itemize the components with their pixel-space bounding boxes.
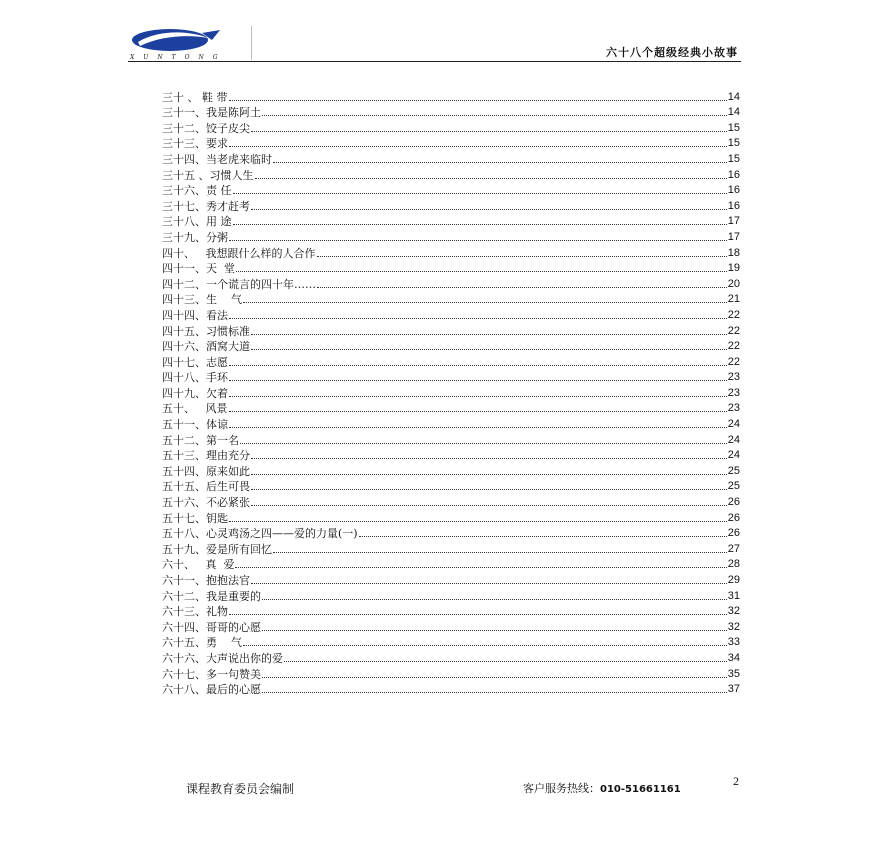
- toc-entry[interactable]: [162, 587, 740, 603]
- toc-leader-dots: [243, 645, 727, 646]
- toc-entry-title: 四十九、欠着: [162, 386, 228, 400]
- toc-entry[interactable]: [162, 478, 740, 494]
- toc-entry[interactable]: [162, 213, 740, 229]
- toc-entry-page: 23: [727, 371, 740, 384]
- toc-entry-page: 14: [727, 106, 740, 119]
- toc-entry-page: 22: [727, 355, 740, 368]
- toc-leader-dots: [251, 474, 727, 475]
- toc-entry-title: 三十 、 鞋 带: [162, 90, 228, 104]
- toc-entry-page: 17: [727, 215, 740, 228]
- toc-entry-title: 四十四、看法: [162, 308, 228, 322]
- hotline-label: 客户服务热线：: [523, 782, 600, 795]
- toc-entry-page: 25: [727, 464, 740, 477]
- toc-entry-title: 五十、 风景: [162, 402, 228, 416]
- toc-entry[interactable]: [162, 618, 740, 634]
- toc-entry-title: 四十、 我想跟什么样的人合作: [162, 246, 316, 260]
- toc-entry-title: 三十九、分粥: [162, 230, 228, 244]
- toc-entry[interactable]: [162, 384, 740, 400]
- toc-leader-dots: [284, 661, 727, 662]
- toc-leader-dots: [262, 692, 727, 693]
- logo-swoosh-icon: [128, 24, 228, 54]
- toc-entry-title: 四十三、生 气: [162, 293, 242, 307]
- toc-entry[interactable]: [162, 447, 740, 463]
- toc-entry-title: 三十一、我是陈阿土: [162, 106, 261, 120]
- toc-leader-dots: [262, 115, 727, 116]
- toc-entry-page: 22: [727, 308, 740, 321]
- hotline-number: 010-51661161: [600, 784, 681, 795]
- toc-leader-dots: [255, 178, 727, 179]
- toc-entry-page: 35: [727, 667, 740, 680]
- table-of-contents: [162, 88, 740, 696]
- toc-entry-title: 四十五、习惯标准: [162, 324, 250, 338]
- logo-text: XUNTONG: [130, 54, 227, 61]
- toc-entry[interactable]: [162, 634, 740, 650]
- toc-entry-title: 六十一、抱抱法官: [162, 574, 250, 587]
- toc-entry-title: 五十六、不必紧张: [162, 496, 250, 510]
- toc-entry-page: 16: [727, 168, 740, 181]
- toc-entry-title: 三十八、用 途: [162, 215, 232, 229]
- toc-entry-title: 六十二、我是重要的: [162, 589, 261, 603]
- toc-entry[interactable]: [162, 369, 740, 385]
- toc-entry-page: 15: [727, 137, 740, 150]
- toc-entry[interactable]: [162, 649, 740, 665]
- toc-leader-dots: [229, 380, 727, 381]
- toc-entry[interactable]: [162, 525, 740, 541]
- toc-entry[interactable]: [162, 291, 740, 307]
- toc-entry[interactable]: [162, 166, 740, 182]
- toc-entry-title: 三十四、当老虎来临时: [162, 152, 272, 166]
- toc-entry-title: 五十七、钥匙: [162, 511, 228, 525]
- toc-leader-dots: [229, 411, 727, 412]
- toc-leader-dots: [273, 552, 727, 553]
- toc-leader-dots: [251, 334, 727, 335]
- toc-entry[interactable]: [162, 540, 740, 556]
- toc-entry-page: 15: [727, 152, 740, 165]
- toc-entry-page: 16: [727, 184, 740, 197]
- toc-entry[interactable]: [162, 400, 740, 416]
- toc-leader-dots: [317, 256, 727, 257]
- toc-leader-dots: [251, 583, 727, 584]
- toc-entry-page: 27: [727, 542, 740, 555]
- toc-entry-page: 17: [727, 230, 740, 243]
- toc-entry[interactable]: [162, 135, 740, 151]
- toc-entry-page: 32: [727, 605, 740, 618]
- toc-leader-dots: [251, 131, 727, 132]
- toc-leader-dots: [229, 100, 727, 101]
- toc-leader-dots: [240, 443, 727, 444]
- toc-entry[interactable]: [162, 306, 740, 322]
- toc-leader-dots: [229, 318, 727, 319]
- toc-entry-title: 六十四、哥哥的心愿: [162, 620, 261, 634]
- toc-entry-page: 23: [727, 402, 740, 415]
- toc-entry-title: 四十六、酒窝大道: [162, 340, 250, 354]
- toc-leader-dots: [251, 505, 727, 506]
- toc-entry[interactable]: [162, 182, 740, 198]
- toc-leader-dots: [359, 536, 727, 537]
- toc-entry-title: 六十七、多一句赞美: [162, 667, 261, 681]
- toc-entry[interactable]: [162, 150, 740, 166]
- toc-entry-title: 五十五、后生可畏: [162, 480, 250, 494]
- toc-entry[interactable]: [162, 556, 740, 572]
- toc-entry-page: 26: [727, 496, 740, 509]
- toc-entry[interactable]: [162, 431, 740, 447]
- toc-entry-page: 26: [727, 511, 740, 524]
- toc-entry-page: 24: [727, 449, 740, 462]
- toc-entry-title: 六十三、礼物: [162, 605, 228, 619]
- toc-entry-title: 六十六、大声说出你的爱: [162, 651, 283, 665]
- toc-leader-dots: [229, 614, 727, 615]
- toc-entry[interactable]: [162, 88, 740, 104]
- toc-entry[interactable]: [162, 603, 740, 619]
- toc-entry-page: 22: [727, 340, 740, 353]
- toc-leader-dots: [243, 302, 727, 303]
- toc-entry-title: 五十四、原来如此: [162, 464, 250, 478]
- toc-leader-dots: [229, 365, 727, 366]
- toc-entry-page: 23: [727, 386, 740, 399]
- toc-entry-title: 四十二、一个谎言的四十年……: [162, 277, 316, 291]
- toc-leader-dots: [251, 489, 727, 490]
- toc-entry[interactable]: [162, 665, 740, 681]
- toc-entry[interactable]: [162, 462, 740, 478]
- toc-entry-page: 28: [727, 558, 740, 571]
- toc-entry-title: 五十一、体谅: [162, 418, 228, 432]
- toc-leader-dots: [251, 209, 727, 210]
- toc-entry-page: 37: [727, 683, 740, 696]
- toc-entry[interactable]: [162, 322, 740, 338]
- toc-entry-title: 五十九、爱是所有回忆: [162, 542, 272, 556]
- toc-entry-page: 29: [727, 574, 740, 586]
- toc-entry[interactable]: [162, 338, 740, 354]
- toc-entry[interactable]: [162, 228, 740, 244]
- toc-entry-page: 14: [727, 90, 740, 103]
- toc-entry-title: 三十三、要求: [162, 137, 228, 151]
- toc-entry[interactable]: [162, 353, 740, 369]
- toc-entry-title: 四十七、志愿: [162, 355, 228, 369]
- toc-entry-title: 三十六、责 任: [162, 184, 232, 198]
- toc-entry[interactable]: [162, 260, 740, 276]
- toc-leader-dots: [251, 349, 727, 350]
- toc-entry[interactable]: [162, 571, 740, 587]
- toc-entry-title: 四十一、天 堂: [162, 262, 235, 276]
- toc-entry-page: 18: [727, 246, 740, 259]
- toc-leader-dots: [229, 240, 727, 241]
- toc-entry-title: 六十五、勇 气: [162, 636, 242, 650]
- toc-leader-dots: [229, 521, 727, 522]
- toc-leader-dots: [262, 677, 727, 678]
- company-logo: [128, 24, 256, 64]
- toc-leader-dots: [262, 599, 727, 600]
- toc-entry-page: 33: [727, 636, 740, 649]
- toc-entry[interactable]: [162, 681, 740, 697]
- toc-entry[interactable]: [162, 119, 740, 135]
- toc-entry-title: 五十二、第一名: [162, 433, 239, 447]
- toc-entry[interactable]: [162, 493, 740, 509]
- header-rule: [128, 61, 741, 62]
- toc-entry-title: 四十八、手环: [162, 371, 228, 385]
- toc-leader-dots: [273, 162, 727, 163]
- toc-entry-page: 19: [727, 262, 740, 275]
- toc-entry-title: 五十八、心灵鸡汤之四——爱的力量(一): [162, 527, 358, 541]
- toc-leader-dots: [229, 146, 727, 147]
- toc-entry-page: 22: [727, 324, 740, 337]
- toc-entry-page: 31: [727, 589, 740, 602]
- toc-leader-dots: [251, 458, 727, 459]
- toc-entry[interactable]: [162, 509, 740, 525]
- toc-entry-title: 六十八、最后的心愿: [162, 683, 261, 697]
- toc-entry-page: 34: [727, 651, 740, 664]
- toc-entry-title: 五十三、理由充分: [162, 449, 250, 463]
- toc-leader-dots: [236, 271, 727, 272]
- toc-entry-page: 24: [727, 433, 740, 446]
- page-number: 2: [733, 774, 739, 788]
- toc-entry[interactable]: [162, 244, 740, 260]
- toc-entry-page: 26: [727, 527, 740, 540]
- toc-entry-page: 25: [727, 480, 740, 493]
- toc-entry[interactable]: [162, 197, 740, 213]
- logo-divider: [251, 26, 252, 60]
- toc-leader-dots: [317, 287, 727, 288]
- toc-entry-page: 15: [727, 121, 740, 134]
- toc-entry-title: 六十、 真 爱: [162, 558, 235, 572]
- toc-entry[interactable]: [162, 415, 740, 431]
- footer-hotline: [523, 780, 681, 796]
- toc-leader-dots: [229, 427, 727, 428]
- toc-entry-page: 32: [727, 620, 740, 633]
- toc-leader-dots: [262, 630, 727, 631]
- toc-entry-title: 三十七、秀才赶考: [162, 199, 250, 213]
- toc-leader-dots: [233, 224, 727, 225]
- toc-entry-title: 三十五 、习惯人生: [162, 168, 254, 182]
- toc-entry-page: 16: [727, 199, 740, 212]
- toc-entry[interactable]: [162, 104, 740, 120]
- toc-leader-dots: [233, 193, 727, 194]
- toc-entry[interactable]: [162, 275, 740, 291]
- footer-publisher: 课程教育委员会编制: [186, 782, 295, 796]
- toc-leader-dots: [229, 396, 727, 397]
- toc-entry-page: 21: [727, 293, 740, 306]
- toc-entry-title: 三十二、饺子皮尖: [162, 121, 250, 135]
- toc-entry-page: 24: [727, 418, 740, 431]
- toc-entry-page: 20: [727, 277, 740, 290]
- toc-leader-dots: [235, 567, 726, 568]
- header-title: 六十八个超级经典小故事: [606, 46, 738, 59]
